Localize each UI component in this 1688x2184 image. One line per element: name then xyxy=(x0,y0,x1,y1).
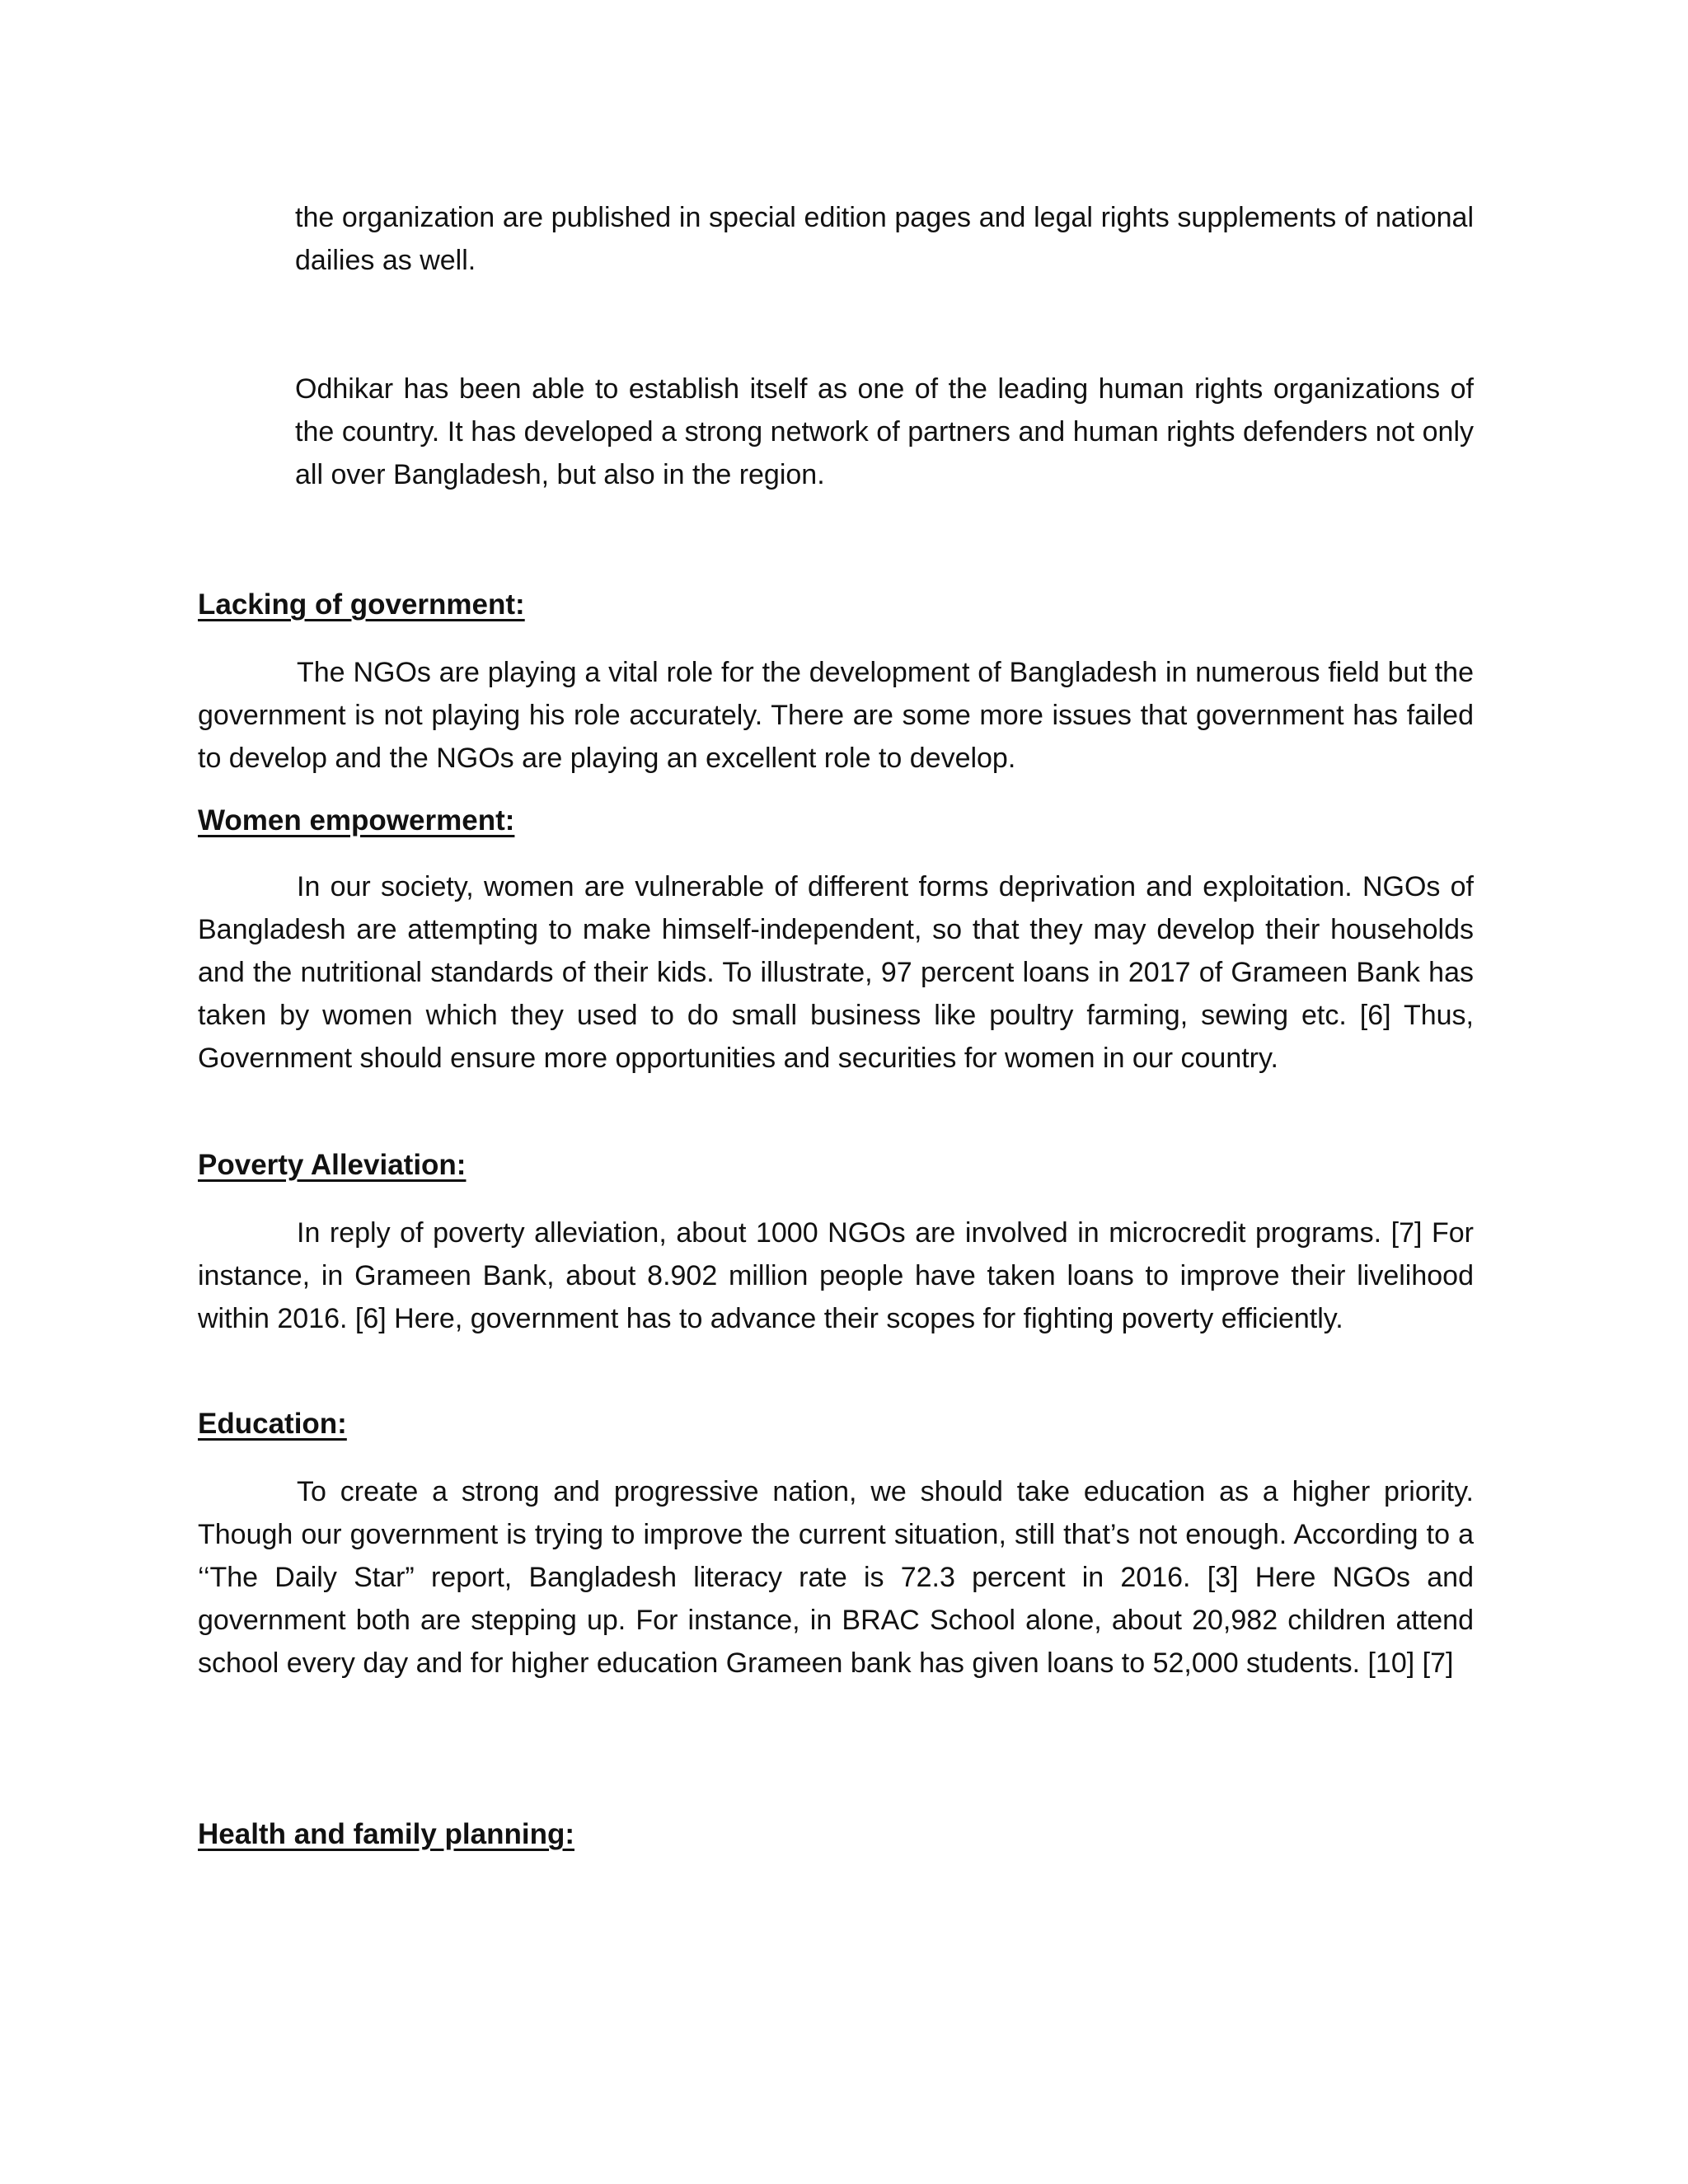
heading-women-empowerment: Women empowerment: xyxy=(198,804,515,837)
heading-poverty-alleviation: Poverty Alleviation: xyxy=(198,1149,467,1181)
section-lacking-body xyxy=(198,651,1474,780)
intro-paragraph-1 xyxy=(295,196,1474,282)
section-poverty-text: In reply of poverty alleviation, about 1000 NGOs are involved in microcredit programs. [7] For instance, in Grameen Bank, about 8.902 million people have taken loans to improve their livelihood within 2016. [6] Here, government has to advance their scopes for fighting poverty efficiently. xyxy=(198,1217,1474,1334)
section-education-body xyxy=(198,1470,1474,1685)
intro-paragraph-2-text: Odhikar has been able to establish itself as one of the leading human rights organizations of the country. It has developed a strong network of partners and human rights defenders not only all over Bangladesh, but also in the region. xyxy=(295,373,1474,490)
intro-paragraph-2 xyxy=(295,368,1474,496)
section-poverty-body xyxy=(198,1212,1474,1340)
section-women-body xyxy=(198,865,1474,1080)
section-education-text: To create a strong and progressive nation, we should take education as a higher priority. Though our government is trying to improve the current situation, still that’s not enough. According to a ‘‘The Daily Star” report, Bangladesh literacy rate is 72.3 percent in 2016. [3] Here NGOs and government both are stepping up. For instance, in BRAC School alone, about 20,982 children attend school every day and for higher education Grameen bank has given loans to 52,000 students. [10] [7] xyxy=(198,1476,1474,1679)
section-women-text: In our society, women are vulnerable of different forms deprivation and exploitation. NGOs of Bangladesh are attempting to make himself-independent, so that they may develop their households and the nutritional standards of their kids. To illustrate, 97 percent loans in 2017 of Grameen Bank has taken by women which they used to do small business like poultry farming, sewing etc. [6] Thus, Government should ensure more opportunities and securities for women in our country. xyxy=(198,871,1474,1074)
section-lacking-text: The NGOs are playing a vital role for the development of Bangladesh in numerous field but the government is not playing his role accurately. There are some more issues that government has failed to develop and the NGOs are playing an excellent role to develop. xyxy=(198,657,1474,774)
heading-education: Education: xyxy=(198,1408,347,1440)
intro-paragraph-1-text: the organization are published in special edition pages and legal rights supplements of national dailies as well. xyxy=(295,202,1474,276)
heading-lacking-of-government: Lacking of government: xyxy=(198,588,525,621)
heading-health-and-family-planning: Health and family planning: xyxy=(198,1818,574,1850)
